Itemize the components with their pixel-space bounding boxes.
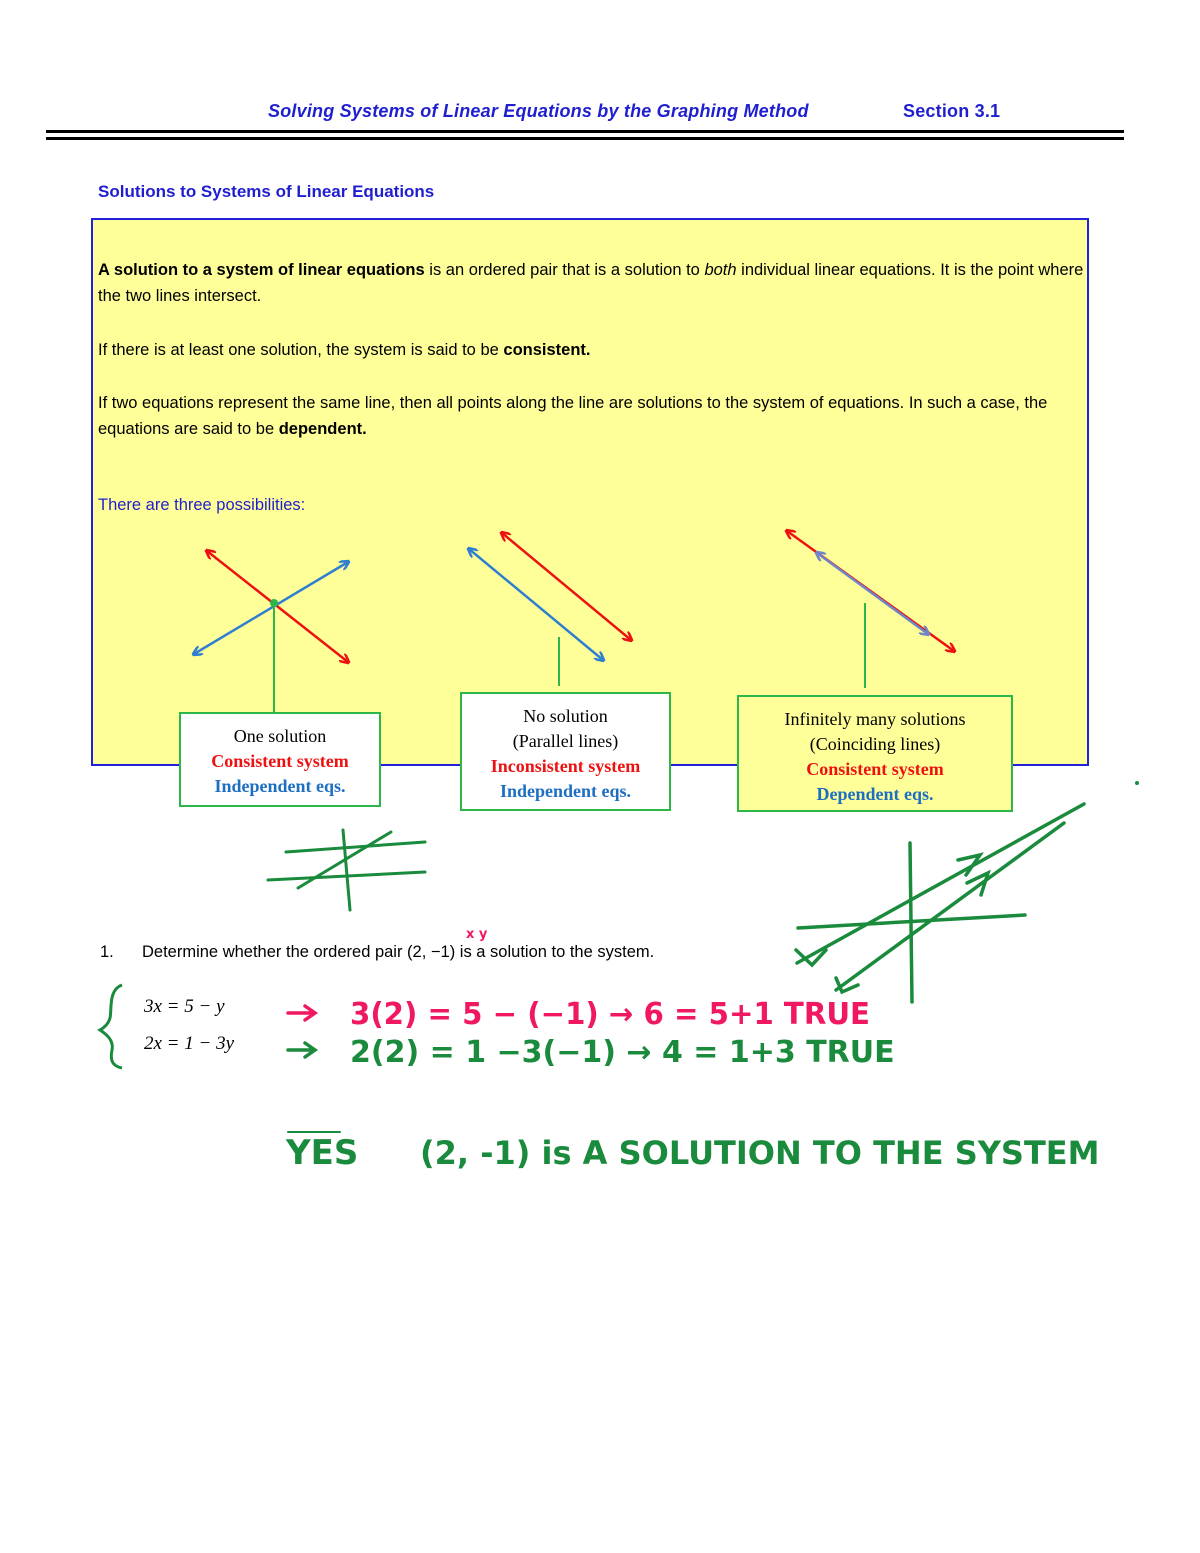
header-section: Section 3.1 [903, 101, 1001, 121]
intersecting-lines-graph [194, 551, 348, 712]
definition-text: individual linear equations. It is the point where the two lines intersect. [98, 261, 1084, 305]
blue-line [469, 549, 603, 660]
equation-2: 2x = 1 − 3y [144, 1033, 235, 1054]
equation-1: 3x = 5 − y [144, 996, 225, 1017]
parallel-lines-graph [469, 533, 631, 686]
caption-line: One solution [233, 726, 327, 746]
handwritten-conclusion: (2, -1) is A SOLUTION TO THE SYSTEM [420, 1134, 1100, 1172]
coinciding-lines-graph [787, 531, 954, 688]
caption-line: No solution [523, 706, 608, 726]
case-no-solution-caption [460, 692, 671, 811]
header-title: Solving Systems of Linear Equations by the Graphing Method [268, 101, 809, 121]
handwritten-work-line-2: 2(2) = 1 −3(−1) → 4 = 1+3 TRUE [350, 1035, 895, 1070]
problem-1 [100, 943, 654, 962]
blue-line [194, 562, 348, 654]
problem-text: Determine whether the ordered pair (2, −1) is a solution to the system. [142, 943, 655, 961]
possibilities-label: There are three possibilities: [98, 496, 306, 514]
caption-line: Consistent system [806, 759, 944, 779]
blue-line [817, 553, 928, 634]
caption-line: (Coinciding lines) [809, 734, 941, 754]
caption-line: Dependent eqs. [816, 784, 934, 804]
caption-line: Inconsistent system [490, 756, 641, 776]
handwritten-xy-label: x y [466, 927, 488, 942]
definition-text: is an ordered pair that is a solution to [424, 261, 705, 279]
term-solution: A solution to a system of linear equations [98, 261, 425, 279]
caption-line: Independent eqs. [499, 781, 632, 801]
caption-line: Independent eqs. [214, 776, 346, 796]
definition-text: If two equations represent the same line, then all points along the line are solutions to the system of equations. In such a case, the equations are said to be [98, 394, 1048, 438]
case-one-solution-caption [179, 712, 381, 807]
case-infinite-solutions-caption [737, 695, 1013, 812]
caption-line: Consistent system [211, 751, 349, 771]
caption-line: Infinitely many solutions [784, 709, 966, 729]
red-line [502, 533, 631, 640]
section-subtitle: Solutions to Systems of Linear Equations [98, 182, 435, 201]
definition-text: If there is at least one solution, the system is said to be [98, 341, 504, 359]
definition-emphasis: both [704, 261, 737, 279]
handwritten-yes: YES [286, 1133, 359, 1173]
term-dependent: dependent. [278, 420, 367, 438]
handwritten-work-line-1: 3(2) = 5 − (−1) → 6 = 5+1 TRUE [350, 997, 870, 1032]
term-consistent: consistent. [503, 341, 591, 359]
red-line [207, 551, 348, 662]
caption-line: (Parallel lines) [512, 731, 619, 751]
problem-number: 1. [100, 943, 114, 961]
